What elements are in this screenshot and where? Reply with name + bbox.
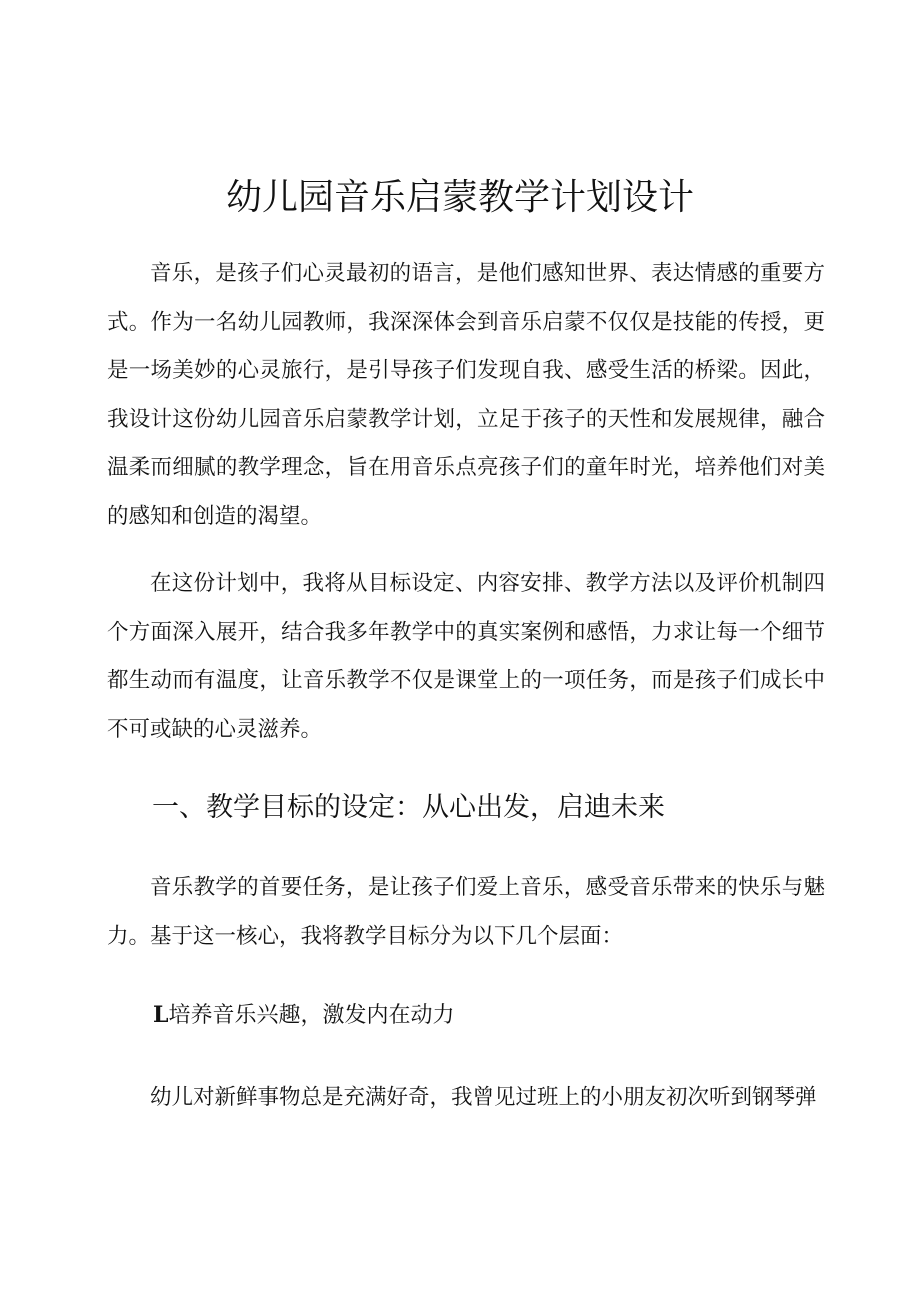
document-title: 幼儿园音乐启蒙教学计划设计	[225, 177, 694, 218]
subsection-paragraph: 幼儿对新鲜事物总是充满好奇，我曾见过班上的小朋友初次听到钢琴弹	[150, 1085, 817, 1110]
subsection-heading	[153, 994, 454, 1037]
intro-paragraph-1: 音乐，是孩子们心灵最初的语言，是他们感知世界、表达情感的重要方式。作为一名幼儿园教师，我深深体会到音乐启蒙不仅仅是技能的传授，更是一场美妙的心灵旅行，是引导孩子们发现自我、感受生活的桥梁。因此，我设计这份幼儿园音乐启蒙教学计划，立足于孩子的天性和发展规律，融合温柔而细腻的教学理念，旨在用音乐点亮孩子们的童年时光，培养他们对美的感知和创造的渴望。	[107, 261, 825, 529]
intro-paragraph-2: 在这份计划中，我将从目标设定、内容安排、教学方法以及评价机制四个方面深入展开，结合我多年教学中的真实案例和感悟，力求让每一个细节都生动而有温度，让音乐教学不仅是课堂上的一项任务，而是孩子们成长中不可或缺的心灵滋养。	[107, 571, 825, 742]
section-paragraph: 音乐教学的首要任务，是让孩子们爱上音乐，感受音乐带来的快乐与魅力。基于这一核心，我将教学目标分为以下几个层面：	[107, 875, 825, 949]
subsection-heading-text: 培养音乐兴趣，激发内在动力	[168, 1003, 455, 1028]
section-heading: 一、教学目标的设定：从心出发，启迪未来	[152, 792, 665, 823]
subsection-number: L	[153, 1002, 169, 1028]
